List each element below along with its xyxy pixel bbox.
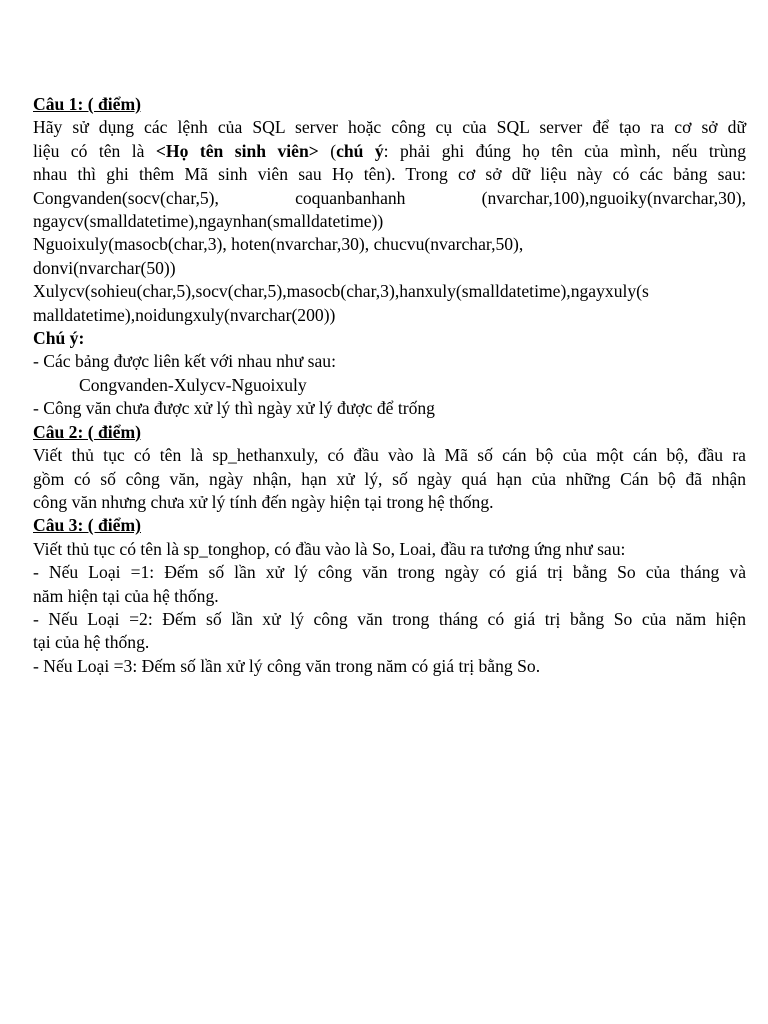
table-xulycv-line-2: malldatetime),noidungxuly(nvarchar(200))	[33, 304, 336, 325]
note-item-2: - Công văn chưa được xử lý thì ngày xử lý được để trống	[33, 398, 435, 419]
q3-line-1: Viết thủ tục có tên là sp_tonghop, có đầu vào là So, Loai, đầu ra tương ứng như sau:	[33, 538, 626, 559]
note-item-1: - Các bảng được liên kết với nhau như sau:	[33, 351, 336, 372]
q3-line-3: năm hiện tại của hệ thống.	[33, 585, 219, 606]
note-item-1-detail: Congvanden-Xulycv-Nguoixuly	[79, 374, 307, 395]
question-3-heading: Câu 3: ( điểm)	[33, 515, 141, 536]
q1-paragraph-line-2	[33, 140, 746, 163]
q3-line-2: - Nếu Loại =1: Đếm số lần xử lý công văn trong ngày có giá trị bằng So của tháng và	[33, 562, 746, 583]
table-congvanden-part: (nvarchar,100),nguoiky(nvarchar,30),	[481, 187, 746, 208]
table-congvanden-line-1	[33, 187, 746, 210]
q3-line-6: - Nếu Loại =3: Đếm số lần xử lý công văn trong năm có giá trị bằng So.	[33, 655, 541, 676]
table-xulycv-line-1: Xulycv(sohieu(char,5),socv(char,5),masocb(char,3),hanxuly(smalldatetime),ngayxuly(s	[33, 281, 649, 302]
note-heading: Chú ý:	[33, 328, 85, 349]
q3-line-5: tại của hệ thống.	[33, 632, 150, 653]
table-congvanden-line-2: ngaycv(smalldatetime),ngaynhan(smalldatetime))	[33, 211, 384, 232]
table-congvanden-part: coquanbanhanh	[295, 187, 406, 208]
q2-line-2: gồm có số công văn, ngày nhận, hạn xử lý, số ngày quá hạn của những Cán bộ đã nhận	[33, 468, 746, 489]
q1-text: liệu có tên là	[33, 140, 156, 161]
table-nguoixuly-line-1: Nguoixuly(masocb(char,3), hoten(nvarchar,30), chucvu(nvarchar,50),	[33, 234, 524, 255]
q3-line-4: - Nếu Loại =2: Đếm số lần xử lý công văn trong tháng có giá trị bằng So của năm hiện	[33, 608, 746, 629]
table-nguoixuly-line-2: donvi(nvarchar(50))	[33, 257, 176, 278]
note-label: chú ý	[336, 140, 384, 161]
q1-paragraph-line-3: nhau thì ghi thêm Mã sinh viên sau Họ tên). Trong cơ sở dữ liệu này có các bảng sau:	[33, 164, 746, 185]
q1-text: (	[318, 140, 337, 161]
q1-text: : phải ghi đúng họ tên của mình, nếu trùng	[383, 140, 746, 161]
q2-line-1: Viết thủ tục có tên là sp_hethanxuly, có đầu vào là Mã số cán bộ của một cán bộ, đầu ra	[33, 445, 746, 466]
question-2-heading: Câu 2: ( điểm)	[33, 421, 141, 442]
q1-paragraph-line-1: Hãy sử dụng các lệnh của SQL server hoặc công cụ của SQL server để tạo ra cơ sở dữ	[33, 117, 746, 138]
question-1-heading: Câu 1: ( điểm)	[33, 94, 141, 114]
db-name-placeholder: <Họ tên sinh viên>	[155, 140, 319, 161]
q2-line-3: công văn nhưng chưa xử lý tính đến ngày hiện tại trong hệ thống.	[33, 491, 494, 512]
table-congvanden-part: Congvanden(socv(char,5),	[33, 187, 219, 208]
